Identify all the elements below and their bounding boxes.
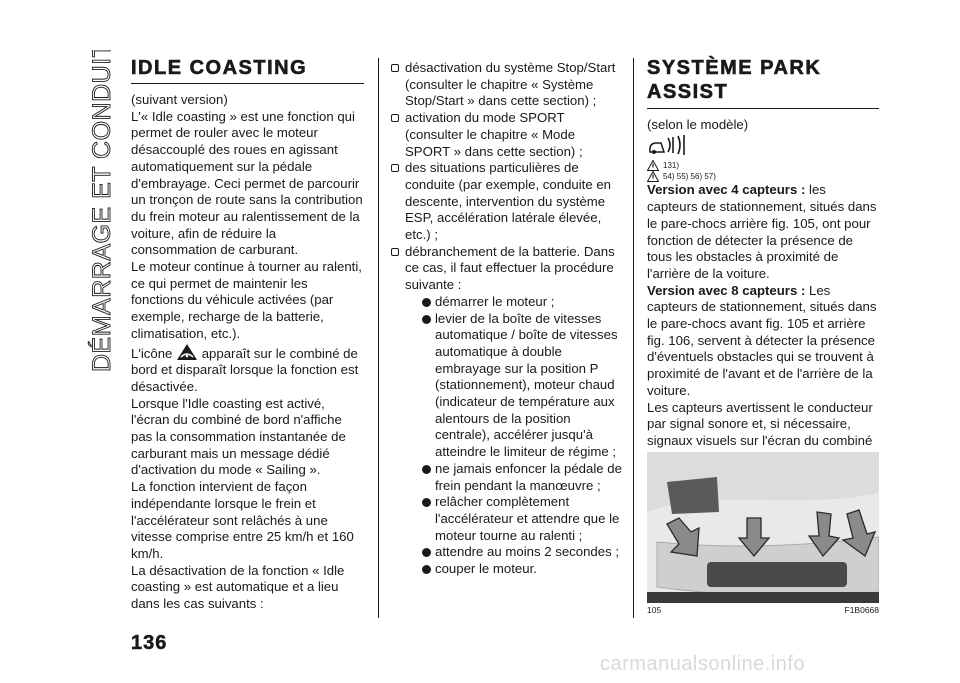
column-divider-1 xyxy=(378,58,379,618)
side-title-text: DÉMARRAGE ET CONDUITE xyxy=(88,50,116,372)
warning-ref-54-57: 54) 55) 56) 57) xyxy=(647,171,879,182)
section-heading-park-assist-line1: SYSTÈME PARK xyxy=(647,57,822,79)
procedure-step: relâcher complètement l'accélérateur et attendre que le moteur tourne au ralenti ; xyxy=(391,494,623,544)
p3-end: apparaît sur le combiné de bord et disparaît lorsque la fonction est désactivée. xyxy=(131,345,359,394)
section-heading-idle-coasting: IDLE COASTING xyxy=(131,57,308,79)
park-sensor-icon xyxy=(647,134,879,161)
coasting-warning-icon xyxy=(176,343,198,361)
square-bullet-icon xyxy=(391,164,399,172)
dot-bullet-icon xyxy=(422,298,431,307)
section-heading-park-assist-line2: ASSIST xyxy=(647,81,729,103)
paragraph-6: La désactivation de la fonction « Idle coasting » est automatique et a lieu dans les cas suivants : xyxy=(131,562,345,612)
procedure-step: couper le moteur. xyxy=(391,561,623,578)
subtitle-version: (suivant version) xyxy=(131,92,228,107)
figure-rear-bumper-sensors xyxy=(647,452,879,603)
paragraph-driver-warning: Les capteurs avertissent le conducteur par signal sonore et, si nécessaire, signaux visuels sur l'écran du combiné xyxy=(647,399,873,448)
p3-start: L'icône xyxy=(131,345,177,361)
procedure-step: démarrer le moteur ; xyxy=(391,294,623,311)
list-item: débranchement de la batterie. Dans ce cas, il faut effectuer la procédure suivante : xyxy=(391,244,623,294)
paragraph-3 xyxy=(131,343,364,396)
square-bullet-icon xyxy=(391,248,399,256)
list-item: des situations particulières de conduite (par exemple, conduite en descente, intervention du système ESP, accélération latérale élevée, etc.) ; xyxy=(391,160,623,244)
square-bullet-icon xyxy=(391,64,399,72)
paragraph-4-sensors: Version avec 4 capteurs : les capteurs de stationnement, situés dans le pare-chocs arrière fig. 105, ont pour fonction de détecter la présence de tous les obstacles à proximité de l'arrière de la voiture. xyxy=(647,182,877,281)
danger-triangle-icon xyxy=(647,160,659,171)
list-item: désactivation du système Stop/Start (consulter le chapitre « Système Stop/Start » dans cette section) ; xyxy=(391,60,623,110)
subtitle-model: (selon le modèle) xyxy=(647,117,749,132)
column-idle-coasting xyxy=(131,58,364,613)
procedure-step: levier de la boîte de vitesses automatique / boîte de vitesses automatique à double embrayage sur la position P (stationnement), moteur chaud (indicateur de température aux alentours de la position centrale), accélérer jusqu'à atteindre le limiteur de régime ; xyxy=(391,311,623,461)
figure-caption xyxy=(647,605,879,615)
warning-ref-131: 131) xyxy=(647,160,879,171)
column-park-assist xyxy=(647,58,879,466)
procedure-step: ne jamais enfoncer la pédale de frein pendant la manœuvre ; xyxy=(391,461,623,494)
paragraph-5: La fonction intervient de façon indépendante lorsque le frein et l'accélérateur sont relâchés à une vitesse comprise entre 25 km/h et 160 km/h. xyxy=(131,479,354,561)
column-deactivation-list xyxy=(391,60,623,578)
figure-number: 105 xyxy=(647,605,662,615)
page-number: 136 xyxy=(131,632,168,654)
heading-block xyxy=(647,58,879,109)
square-bullet-icon xyxy=(391,114,399,122)
paragraph-8-sensors: Version avec 8 capteurs : Les capteurs de stationnement, situés dans le pare-chocs avant fig. 105 et arrière fig. 106, servent à détecter la présence d'éventuels obstacles qui se trouvent à proximité de l'avant et de l'arrière de la voiture. xyxy=(647,282,877,398)
list-item: activation du mode SPORT (consulter le chapitre « Mode SPORT » dans cette section) ; xyxy=(391,110,623,160)
dot-bullet-icon xyxy=(422,315,431,324)
dot-bullet-icon xyxy=(422,548,431,557)
dot-bullet-icon xyxy=(422,465,431,474)
caution-triangle-icon xyxy=(647,171,659,182)
heading-block xyxy=(131,58,364,84)
column-divider-2 xyxy=(633,58,634,618)
procedure-step: attendre au moins 2 secondes ; xyxy=(391,544,623,561)
figure-code: F1B0668 xyxy=(844,605,879,615)
dot-bullet-icon xyxy=(422,565,431,574)
paragraph-2: Le moteur continue à tourner au ralenti, ce qui permet de maintenir les fonctions du véhicule activées (par exemple, recharge de la batterie, climatisation, etc.). xyxy=(131,259,362,341)
paragraph-4: Lorsque l'Idle coasting est activé, l'écran du combiné de bord n'affiche pas la consommation instantanée de carburant mais un message dédié d'activation du mode « Sailing ». xyxy=(131,395,346,478)
paragraph-1: L'« Idle coasting » est une fonction qui permet de rouler avec le moteur désaccouplé des roues en agissant automatiquement sur la pédale d'embrayage. Ceci permet de parcourir un tronçon de route sans la contribution du frein moteur au ralentissement de la voiture, afin de réduire la consommation de carburant. xyxy=(131,108,363,258)
side-section-title xyxy=(82,50,118,630)
watermark: carmanualsonline.info xyxy=(600,653,806,675)
dot-bullet-icon xyxy=(422,498,431,507)
